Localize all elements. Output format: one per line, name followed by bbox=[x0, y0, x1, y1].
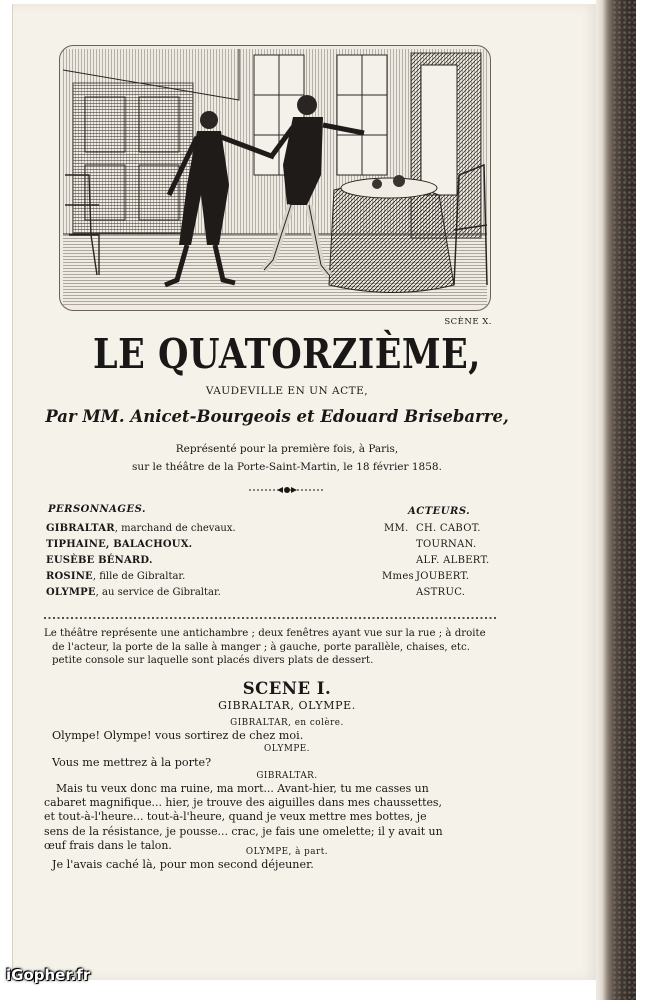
cast-row bbox=[46, 539, 496, 555]
scene-heading: SCENE I. bbox=[242, 679, 332, 698]
speech-line: et tout-à-l'heure... tout-à-l'heure, quand je veux mettre mes bottes, je bbox=[44, 810, 427, 824]
speech-line: cabaret magnifique... hier, je trouve des aiguilles dans mes chaussettes, bbox=[44, 796, 442, 810]
scene-characters: GIBRALTAR, OLYMPE. bbox=[218, 699, 356, 712]
character-description: , fille de Gibraltar. bbox=[92, 571, 186, 582]
character-description: , marchand de chevaux. bbox=[114, 523, 236, 534]
character-name: OLYMPE bbox=[46, 587, 96, 598]
setting-line: de l'acteur, la porte de la salle à manger ; à gauche, porte parallèle, chaises, etc. bbox=[52, 641, 470, 653]
speech-line: Mais tu veux donc ma ruine, ma mort... Avant-hier, tu me casses un bbox=[56, 782, 429, 795]
character-name: GIBRALTAR bbox=[46, 523, 115, 534]
play-authors: Par MM. Anicet-Bourgeois et Edouard Brisebarre, bbox=[45, 407, 509, 426]
actor-name: ALF. ALBERT. bbox=[416, 555, 490, 566]
stage-setting bbox=[44, 627, 496, 668]
actor-prefix: MM. bbox=[384, 523, 409, 534]
character-description: , au service de Gibraltar. bbox=[95, 587, 221, 598]
actor-name: CH. CABOT. bbox=[416, 523, 481, 534]
premiere-line-2: sur le théâtre de la Porte-Saint-Martin, le 18 février 1858. bbox=[132, 461, 442, 473]
actor-name: ASTRUC. bbox=[416, 587, 466, 598]
watermark: iGopher.fr bbox=[6, 966, 91, 984]
speaker-name: OLYMPE. bbox=[264, 744, 310, 754]
binding-texture bbox=[612, 0, 636, 1000]
cast-row bbox=[46, 555, 496, 571]
cast-row bbox=[46, 571, 496, 587]
cast-row bbox=[46, 587, 496, 603]
character-name: ROSINE bbox=[46, 571, 93, 582]
setting-line: petite console sur laquelle sont placés divers plats de dessert. bbox=[52, 655, 374, 666]
actor-prefix: Mmes bbox=[382, 571, 414, 582]
character-name: EUSÈBE BÉNARD. bbox=[46, 555, 153, 566]
cast-row bbox=[46, 523, 496, 539]
scene-caption: SCÈNE X. bbox=[444, 317, 492, 327]
speaker-name: GIBRALTAR, en colère. bbox=[230, 718, 344, 728]
speech-line: œuf frais dans le talon. bbox=[44, 838, 172, 852]
personnages-heading: PERSONNAGES. bbox=[48, 504, 146, 515]
speech bbox=[52, 756, 508, 770]
premiere-line-1: Représenté pour la première fois, à Paris, bbox=[175, 443, 399, 455]
engraving-illustration bbox=[59, 45, 491, 311]
speaker-name: OLYMPE, à part. bbox=[245, 847, 329, 857]
play-title: LE QUATORZIÈME, bbox=[93, 330, 481, 379]
speech bbox=[52, 858, 508, 872]
actor-name: TOURNAN. bbox=[416, 539, 477, 550]
dotted-rule bbox=[44, 616, 496, 620]
speech bbox=[52, 729, 508, 743]
actor-name: JOUBERT. bbox=[416, 571, 470, 582]
speech-line: sens de la résistance, je pousse... crac, je fais une omelette; il y avait un bbox=[44, 824, 443, 838]
acteurs-heading: ACTEURS. bbox=[408, 506, 471, 517]
setting-line: Le théâtre représente une antichambre ; deux fenêtres ayant vue sur la rue ; à droite bbox=[44, 628, 486, 639]
play-genre: VAUDEVILLE EN UN ACTE, bbox=[205, 385, 369, 397]
speaker-name: GIBRALTAR. bbox=[256, 771, 318, 781]
speech-line: Je l'avais caché là, pour mon second déjeuner. bbox=[52, 858, 314, 871]
speech-line: Vous me mettrez à la porte? bbox=[52, 756, 212, 769]
ornament-divider bbox=[247, 483, 327, 497]
character-name: TIPHAINE, BALACHOUX. bbox=[46, 539, 193, 550]
speech-line: Olympe! Olympe! vous sortirez de chez moi. bbox=[52, 729, 304, 742]
speech bbox=[44, 782, 500, 853]
